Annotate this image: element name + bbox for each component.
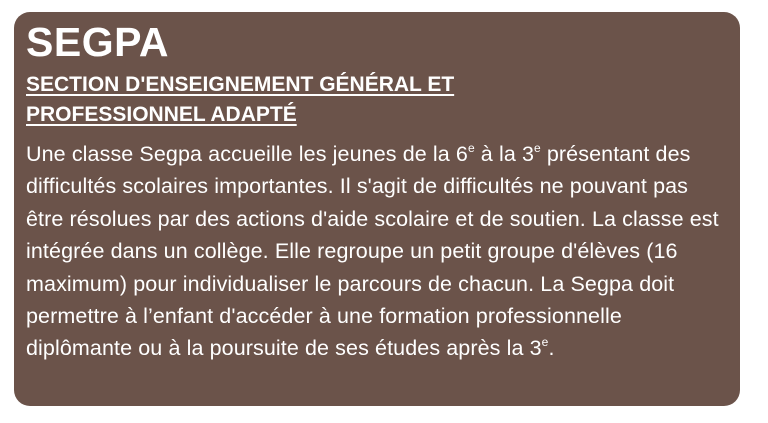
card-title: SEGPA xyxy=(26,19,169,65)
card-subtitle: SECTION D'ENSEIGNEMENT GÉNÉRAL ET PROFESSIONNEL ADAPTÉ xyxy=(26,73,455,126)
body-superscript-3: e xyxy=(541,335,549,350)
body-superscript-2: e xyxy=(534,141,541,155)
body-text-part-2: à la 3 xyxy=(474,142,535,166)
info-card xyxy=(14,12,740,406)
body-text-part-4: . xyxy=(548,336,555,361)
body-superscript-1: e xyxy=(467,141,475,155)
card-body-text xyxy=(26,138,726,365)
body-text-part-3: présentant des difficultés scolaires importantes. Il s'agit de difficultés ne pouvant pas être résolues par des actions d'aide scolaire et de soutien. La classe est intégrée dans un collège. Elle regroupe un petit groupe d'élèves (16 maximum) pour individualiser le parcours de chacun. La Segpa doit permettre à l’enfant d'accéder à une formation professionnelle diplômante ou à la poursuite de ses études après la 3 xyxy=(26,142,719,361)
body-text-part-1: Une classe Segpa accueille les jeunes de la 6 xyxy=(26,142,468,166)
